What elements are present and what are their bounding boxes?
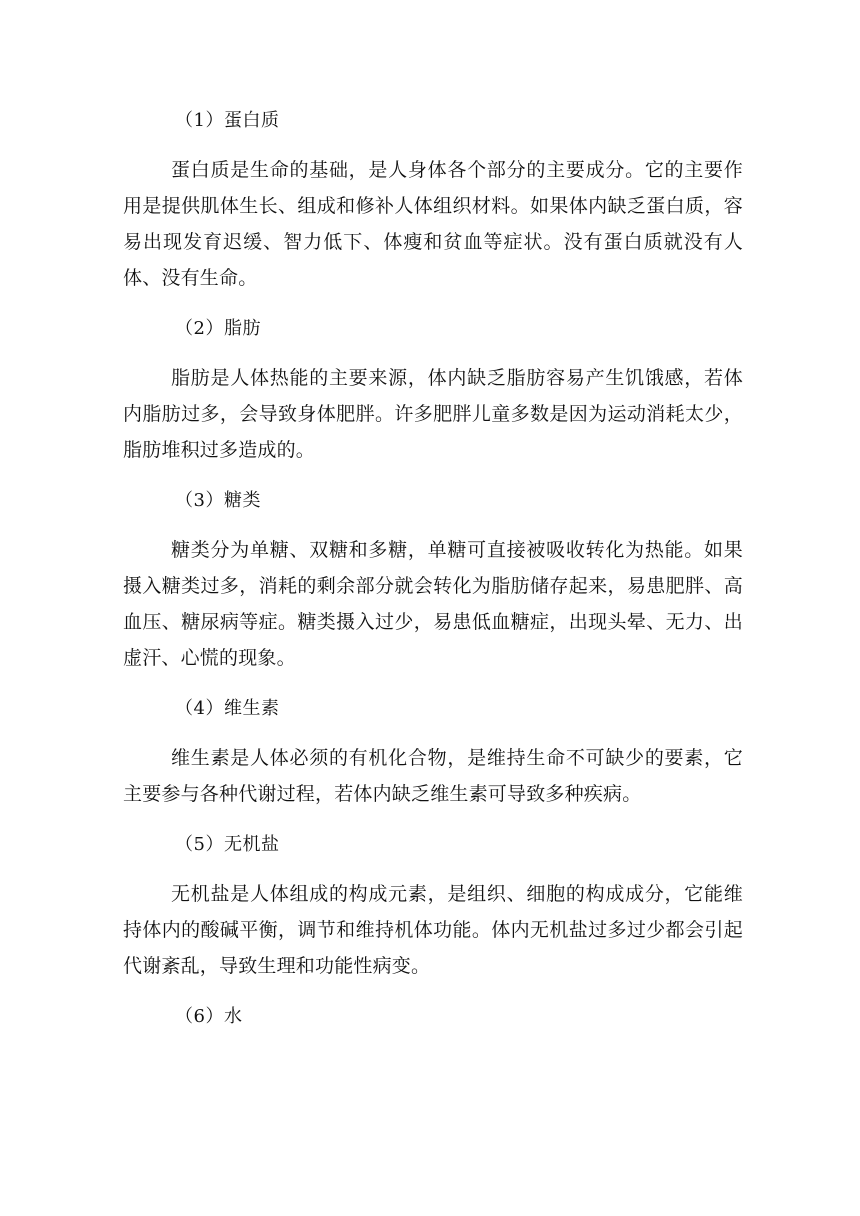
section-heading-fat: （2）脂肪 (175, 318, 261, 339)
paragraph-minerals: 无机盐是人体组成的构成元素，是组织、细胞的构成成分，它能维持体内的酸碱平衡，调节和维持机体功能。体内无机盐过多过少都会引起代谢紊乱，导致生理和功能性病变。 (123, 883, 743, 977)
paragraph-protein: 蛋白质是生命的基础，是人身体各个部分的主要成分。它的主要作用是提供肌体生长、组成和修补人体组织材料。如果体内缺乏蛋白质，容易出现发育迟缓、智力低下、体瘦和贫血等症状。没有蛋白质就没有人体、没有生命。 (123, 159, 743, 289)
paragraph-vitamins: 维生素是人体必须的有机化合物，是维持生命不可缺少的要素，它主要参与各种代谢过程，若体内缺乏维生素可导致多种疾病。 (123, 747, 743, 805)
section-heading-vitamins: （4）维生素 (175, 698, 280, 719)
paragraph-carbohydrates: 糖类分为单糖、双糖和多糖，单糖可直接被吸收转化为热能。如果摄入糖类过多，消耗的剩余部分就会转化为脂肪储存起来，易患肥胖、高血压、糖尿病等症。糖类摄入过少，易患低血糖症，出现头晕、无力、出虚汗、心慌的现象。 (123, 539, 743, 669)
section-heading-water: （6）水 (175, 1006, 243, 1027)
section-heading-protein: （1）蛋白质 (175, 110, 280, 131)
section-heading-carbohydrates: （3）糖类 (175, 490, 261, 511)
paragraph-fat: 脂肪是人体热能的主要来源，体内缺乏脂肪容易产生饥饿感，若体内脂肪过多，会导致身体肥胖。许多肥胖儿童多数是因为运动消耗太少，脂肪堆积过多造成的。 (123, 367, 743, 461)
section-heading-minerals: （5）无机盐 (175, 834, 280, 855)
document-body (123, 108, 743, 1048)
